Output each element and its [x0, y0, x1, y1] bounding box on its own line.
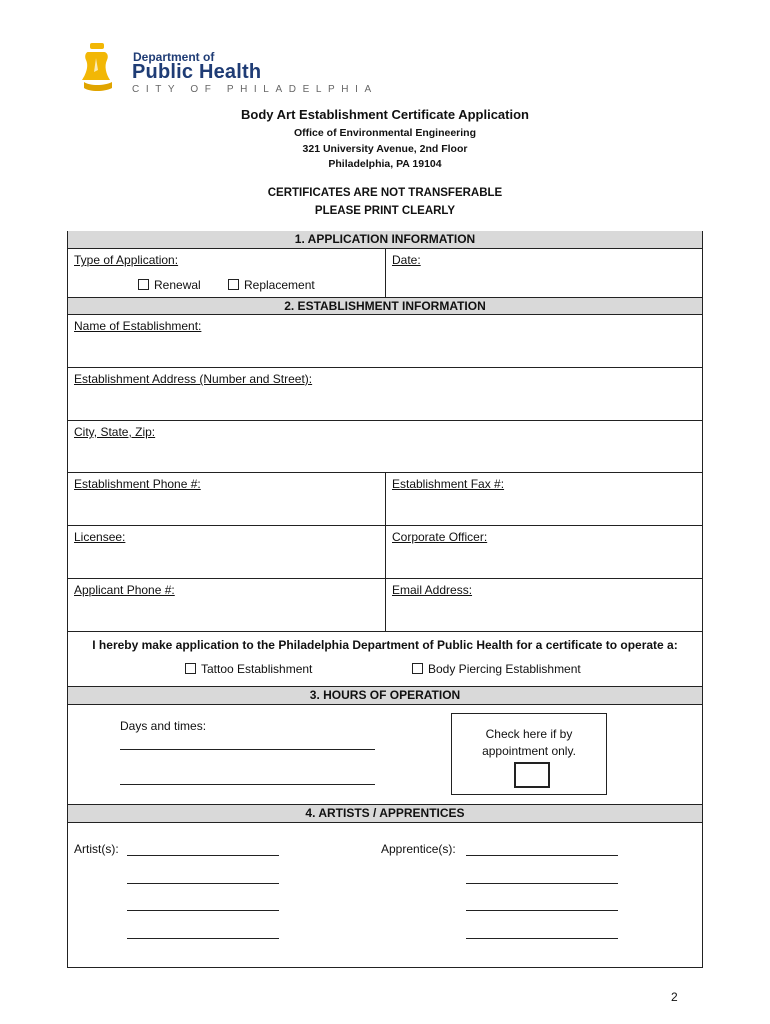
page-number: 2 — [671, 990, 678, 1004]
establishment-phone-field[interactable] — [68, 473, 385, 525]
section-4-heading: 4. ARTISTS / APPRENTICES — [68, 804, 702, 823]
appointment-text-line1: Check here if by — [485, 727, 573, 741]
artist-line-1[interactable] — [127, 855, 279, 856]
establishment-address-field[interactable] — [68, 368, 702, 421]
apprentice-line-1[interactable] — [466, 855, 618, 856]
corporate-officer-label: Corporate Officer: — [392, 530, 488, 544]
section-3-heading: 3. HOURS OF OPERATION — [68, 686, 702, 705]
phone-fax-row — [68, 473, 702, 526]
city-state-zip-field[interactable] — [68, 421, 702, 473]
declaration-row — [68, 632, 702, 685]
city-state-zip-label: City, State, Zip: — [74, 425, 156, 439]
declaration-text: I hereby make application to the Philadelphia Department of Public Health for a certificate to operate a: — [92, 638, 678, 652]
checkbox-square-icon — [185, 663, 196, 674]
application-form — [67, 231, 703, 968]
body-piercing-checkbox[interactable] — [412, 662, 581, 676]
artists-label: Artist(s): — [74, 842, 119, 856]
replacement-label: Replacement — [244, 278, 315, 292]
artist-line-3[interactable] — [127, 910, 279, 911]
email-address-field[interactable] — [385, 579, 702, 631]
days-times-label: Days and times: — [120, 719, 207, 733]
applicant-phone-label: Applicant Phone #: — [74, 583, 175, 597]
form-title: Body Art Establishment Certificate Application — [241, 107, 529, 122]
body-piercing-label: Body Piercing Establishment — [428, 662, 581, 676]
establishment-name-label: Name of Establishment: — [74, 319, 202, 333]
establishment-address-label: Establishment Address (Number and Street): — [74, 372, 313, 386]
days-times-line-1[interactable] — [120, 749, 375, 750]
appointment-only-panel — [451, 713, 607, 795]
logo-public-health-text: Public Health — [132, 61, 262, 83]
department-logo — [80, 42, 380, 102]
licensee-field[interactable] — [68, 526, 385, 578]
date-label: Date: — [392, 253, 421, 267]
establishment-fax-field[interactable] — [385, 473, 702, 525]
establishment-fax-label: Establishment Fax #: — [392, 477, 505, 491]
checkbox-square-icon — [138, 279, 149, 290]
logo-department-text: Department of — [133, 50, 215, 64]
liberty-bell-icon — [80, 42, 130, 100]
artist-line-2[interactable] — [127, 883, 279, 884]
licensee-officer-row — [68, 526, 702, 579]
establishment-phone-label: Establishment Phone #: — [74, 477, 201, 491]
notice-not-transferable: CERTIFICATES ARE NOT TRANSFERABLE — [267, 187, 503, 199]
notice-print-clearly: PLEASE PRINT CLEARLY — [314, 205, 456, 217]
corporate-officer-field[interactable] — [385, 526, 702, 578]
type-of-application-label: Type of Application: — [74, 253, 179, 267]
applicant-contact-row — [68, 579, 702, 632]
section-2-heading: 2. ESTABLISHMENT INFORMATION — [68, 297, 702, 315]
renewal-checkbox[interactable] — [138, 278, 201, 292]
type-of-application-cell — [68, 249, 385, 297]
days-times-line-2[interactable] — [120, 784, 375, 785]
apprentice-line-3[interactable] — [466, 910, 618, 911]
establishment-name-field[interactable] — [68, 315, 702, 368]
apprentice-line-2[interactable] — [466, 883, 618, 884]
email-address-label: Email Address: — [392, 583, 473, 597]
office-address-line2: Philadelphia, PA 19104 — [328, 158, 442, 170]
tattoo-establishment-checkbox[interactable] — [185, 662, 312, 676]
apprentice-line-4[interactable] — [466, 938, 618, 939]
replacement-checkbox[interactable] — [228, 278, 315, 292]
appointment-text-line2: appointment only. — [482, 744, 576, 758]
checkbox-square-icon — [228, 279, 239, 290]
office-address-line1: 321 University Avenue, 2nd Floor — [302, 143, 468, 155]
application-info-row — [68, 249, 702, 297]
licensee-label: Licensee: — [74, 530, 126, 544]
artist-line-4[interactable] — [127, 938, 279, 939]
section-1-heading: 1. APPLICATION INFORMATION — [68, 231, 702, 249]
applicant-phone-field[interactable] — [68, 579, 385, 631]
artists-apprentices-row — [68, 823, 702, 966]
tattoo-establishment-label: Tattoo Establishment — [201, 662, 313, 676]
apprentices-label: Apprentice(s): — [381, 842, 456, 856]
office-name: Office of Environmental Engineering — [293, 127, 477, 139]
logo-city-text: CITY OF PHILADELPHIA — [132, 84, 378, 95]
appointment-only-checkbox[interactable] — [514, 762, 550, 788]
checkbox-square-icon — [412, 663, 423, 674]
date-cell[interactable] — [385, 249, 702, 297]
renewal-label: Renewal — [154, 278, 201, 292]
